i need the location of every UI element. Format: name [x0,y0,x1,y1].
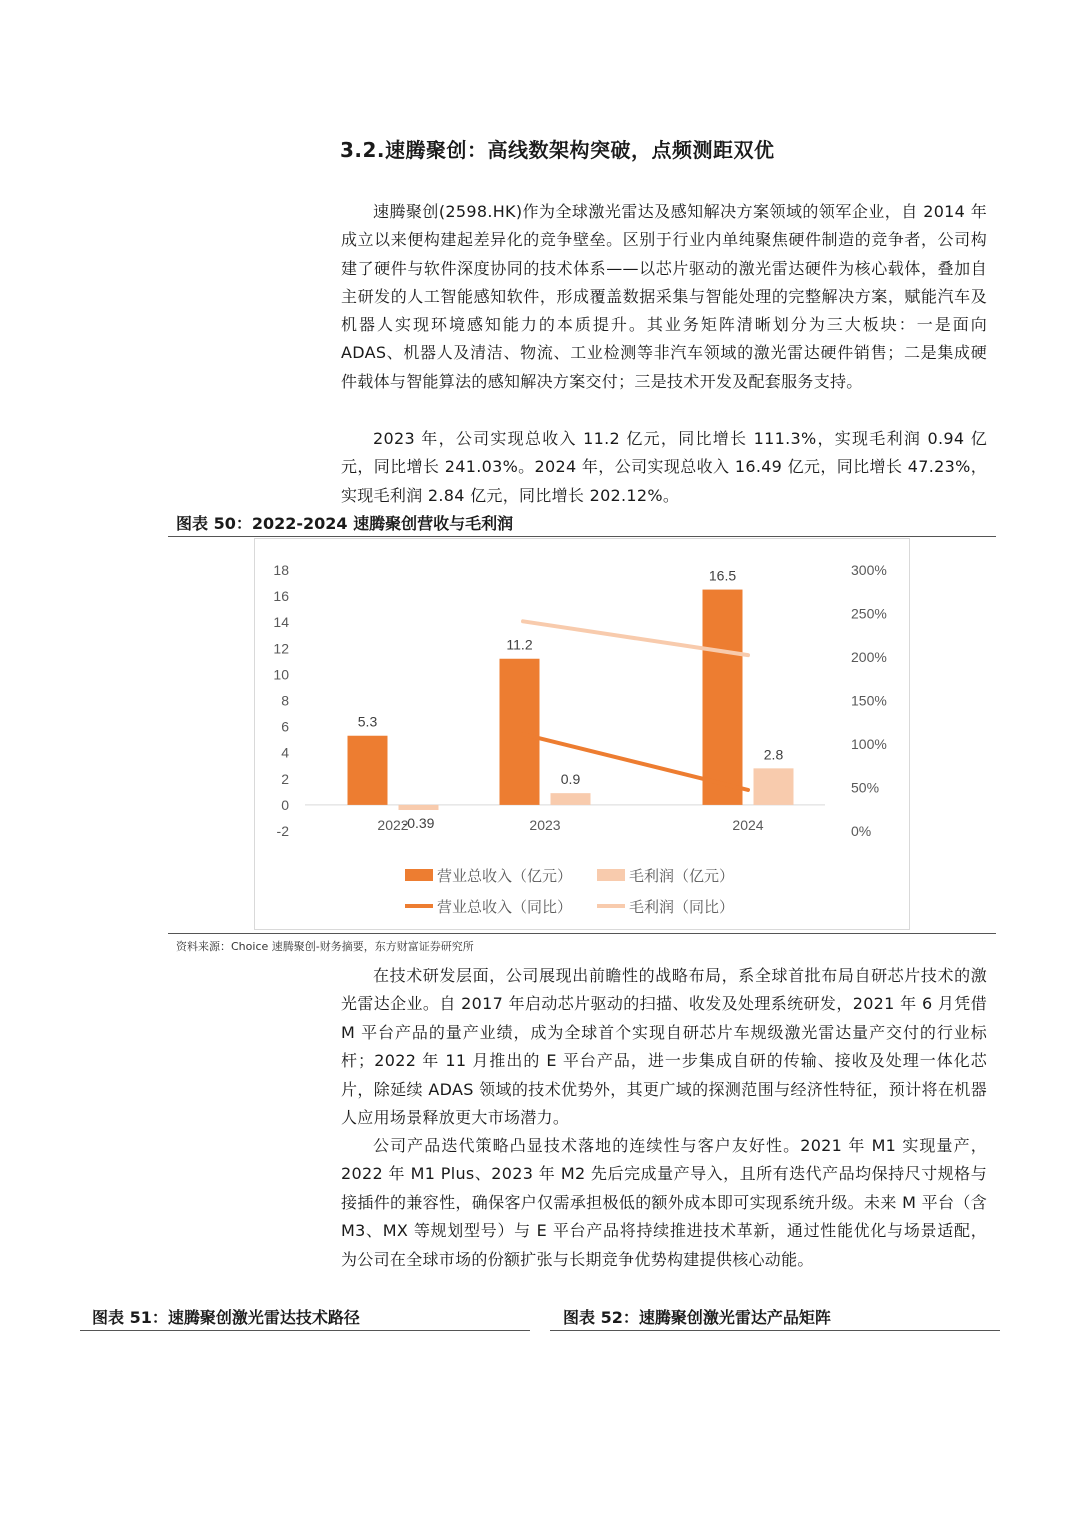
data-label: -0.39 [402,814,435,831]
data-label: 11.2 [506,636,533,653]
y-right-tick-label: 300% [851,562,887,578]
paragraph-product-iteration: 公司产品迭代策略凸显技术落地的连续性与客户友好性。2021 年 M1 实现量产，2022 年 M1 Plus、2023 年 M2 先后完成量产导入，且所有迭代产品均保持尺寸规格与接插件的兼容性，确保客户仅需承担极低的额外成本即可实现系统升级。未来 M 平台（含 M3、MX 等规划型号）与 E 平台产品将持续推进技术革新，通过性能优化与场景适配，为公司在全球市场的份额扩张与长期竞争优势构建提供核心动能。 [341,1136,987,1269]
figure-50-source: 资料来源：Choice 速腾聚创-财务摘要，东方财富证券研究所 [176,940,474,953]
paragraph-financials: 2023 年，公司实现总收入 11.2 亿元，同比增长 111.3%，实现毛利润 0.94 亿元，同比增长 241.03%。2024 年，公司实现总收入 16.49 亿元，同比增长 47.23%，实现毛利润 2.84 亿元，同比增长 202.12%。 [341,429,987,505]
paragraph-tech-rnd: 在技术研发层面，公司展现出前瞻性的战略布局，系全球首批布局自研芯片技术的激光雷达企业。自 2017 年启动芯片驱动的扫描、收发及处理系统研发，2021 年 6 月凭借 M 平台产品的量产业绩，成为全球首个实现自研芯片车规级激光雷达量产交付的行业标杆；2022 年 11 月推出的 E 平台产品，进一步集成自研的传输、接收及处理一体化芯片，除延续 ADAS 领域的技术优势外，其更广域的探测范围与经济性特征，预计将在机器人应用场景释放更大市场潜力。 [341,966,987,1128]
figure-52-rule [550,1330,1000,1331]
revenue-profit-chart [254,538,910,930]
chart-svg [255,539,909,929]
figure-50-top-rule [168,536,996,537]
figure-50-title: 图表 50：2022-2024 速腾聚创营收与毛利润 [176,514,514,533]
bar-gross-profit [754,768,794,805]
legend-swatch [405,869,433,881]
y-left-tick-label: 8 [281,692,289,709]
x-tick-label: 2024 [732,817,764,833]
bar-revenue [500,659,540,805]
figure-51-title: 图表 51：速腾聚创激光雷达技术路径 [92,1308,360,1327]
y-left-tick-label: 14 [273,614,289,631]
paragraph-company-intro: 速腾聚创(2598.HK)作为全球激光雷达及感知解决方案领域的领军企业，自 2014 年成立以来便构建起差异化的竞争壁垒。区别于行业内单纯聚焦硬件制造的竞争者，公司构建了硬件与软件深度协同的技术体系——以芯片驱动的激光雷达硬件为核心载体，叠加自主研发的人工智能感知软件，形成覆盖数据采集与智能处理的完整解决方案，赋能汽车及机器人实现环境感知能力的本质提升。其业务矩阵清晰划分为三大板块：一是面向 ADAS、机器人及清洁、物流、工业检测等非汽车领域的激光雷达硬件销售；二是集成硬件载体与智能算法的感知解决方案交付；三是技术开发及配套服务支持。 [341,202,987,391]
section-title: 3.2.速腾聚创：高线数架构突破，点频测距双优 [340,138,775,162]
data-label: 5.3 [357,713,378,730]
y-right-tick-label: 150% [851,692,887,709]
y-right-tick-label: 200% [851,649,887,665]
data-label: 0.9 [560,771,581,788]
y-left-tick-label: 18 [273,562,289,578]
figure-50-bottom-rule [168,933,996,934]
y-left-tick-label: 0 [281,796,289,813]
legend-label: 营业总收入（亿元） [437,868,573,885]
data-label: 16.5 [708,567,737,584]
x-tick-label: 2023 [529,817,561,833]
data-label: 2.8 [763,746,784,763]
y-right-tick-label: 100% [851,736,887,752]
bar-gross-profit [551,793,591,805]
figure-51-rule [80,1330,530,1331]
bar-revenue [348,736,388,805]
legend-label: 毛利润（同比） [629,899,735,916]
y-left-tick-label: -2 [276,823,289,839]
y-right-tick-label: 0% [851,823,872,839]
legend-label: 营业总收入（同比） [437,899,573,916]
y-right-tick-label: 250% [851,605,887,622]
bar-gross-profit [399,805,439,810]
y-left-tick-label: 4 [281,744,289,761]
legend-swatch [597,869,625,881]
figure-52-title: 图表 52：速腾聚创激光雷达产品矩阵 [563,1308,831,1327]
y-left-tick-label: 2 [281,770,289,787]
x-tick-label: 2022 [377,817,409,833]
y-left-tick-label: 16 [273,588,289,605]
legend-label: 毛利润（亿元） [629,868,735,885]
bar-revenue [703,590,743,805]
y-left-tick-label: 6 [281,718,289,735]
y-right-tick-label: 50% [851,779,880,796]
y-left-tick-label: 10 [273,666,289,683]
y-left-tick-label: 12 [273,640,289,657]
